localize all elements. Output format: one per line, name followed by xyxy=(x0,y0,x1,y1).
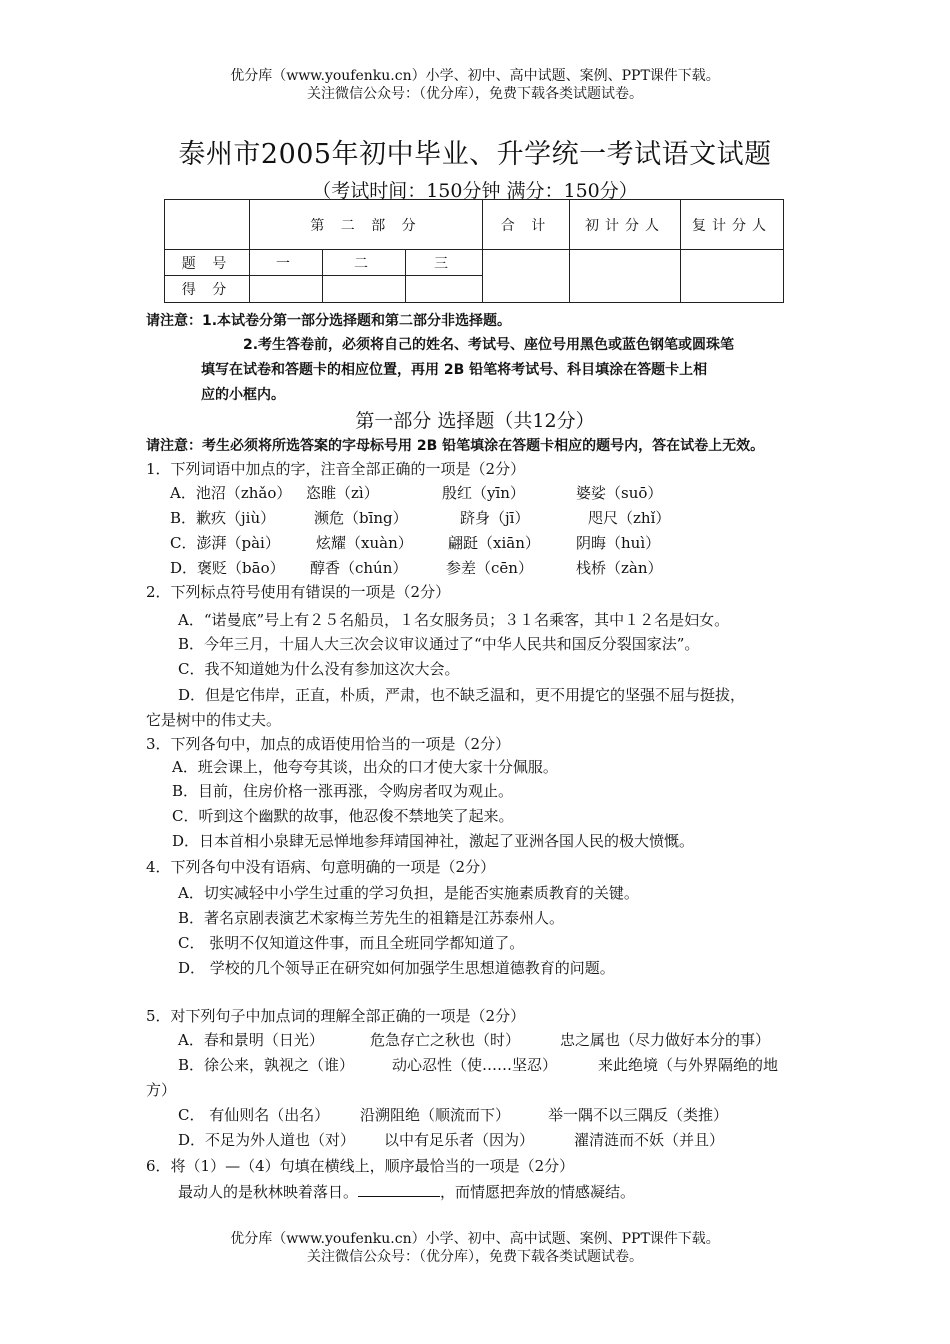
q1-option-d-1: D．褒贬（bāo） xyxy=(170,559,285,577)
q5-stem: 5．对下列句子中加点词的理解全部正确的一项是（2分） xyxy=(146,1007,526,1025)
q2-option-d-cont: 它是树中的伟丈夫。 xyxy=(146,711,282,729)
score-table-total: 合 计 xyxy=(483,200,570,250)
q6-line xyxy=(178,1181,635,1202)
score-table-reviewer-cell xyxy=(681,250,784,303)
q3-option-a: A．班会课上，他夸夸其谈，出众的口才使大家十分佩服。 xyxy=(172,758,558,776)
q3-option-d: D．日本首相小泉肆无忌惮地参拜靖国神社，激起了亚洲各国人民的极大愤慨。 xyxy=(172,832,695,850)
q1-option-c-4: 阴晦（huì） xyxy=(576,534,661,552)
q1-option-a-4: 婆娑（suō） xyxy=(576,484,663,502)
footer-line-2: 关注微信公众号：（优分库），免费下载各类试题试卷。 xyxy=(307,1249,643,1265)
q1-option-c-1: C．澎湃（pài） xyxy=(170,534,280,552)
notice-1-a: 请注意：1.本试卷分第一部分选择题和第二部分非选择题。 xyxy=(146,313,512,329)
q5-option-a-2: 危急存亡之秋也（时） xyxy=(370,1031,521,1049)
score-table-reviewer: 复计分人 xyxy=(681,200,784,250)
header-line-2: 关注微信公众号：（优分库），免费下载各类试题试卷。 xyxy=(307,86,643,102)
q1-option-a-2: 恣睢（zì） xyxy=(306,484,379,502)
q1-stem: 1．下列词语中加点的字，注音全部正确的一项是（2分） xyxy=(146,460,526,478)
q1-option-a-1: A．池沼（zhǎo） xyxy=(170,484,292,502)
q5-option-a-3: 忠之属也（尽力做好本分的事） xyxy=(560,1031,771,1049)
q5-option-d-2: 以中有足乐者（因为） xyxy=(384,1131,535,1149)
score-table-first-grader-cell xyxy=(570,250,681,303)
q2-option-d: D．但是它伟岸，正直，朴质，严肃，也不缺乏温和，更不用提它的坚强不屈与挺拔， xyxy=(178,686,746,704)
score-table-col-2: 二 xyxy=(323,250,406,276)
header-line-1: 优分库（www.youfenku.cn）小学、初中、高中试题、案例、PPT课件下载。 xyxy=(230,68,720,84)
q5-option-b-cont: 方） xyxy=(146,1081,177,1099)
q6-line-a: 最动人的是秋林映着落日。 xyxy=(178,1183,359,1201)
q5-option-b-2: 动心忍性（使……坚忍） xyxy=(392,1056,558,1074)
q5-option-a-1: A．春和景明（日光） xyxy=(178,1031,324,1049)
score-table-first-grader: 初计分人 xyxy=(570,200,681,250)
q1-option-d-4: 栈桥（zàn） xyxy=(576,559,663,577)
q3-option-c: C．听到这个幽默的故事，他忍俊不禁地笑了起来。 xyxy=(172,807,514,825)
q2-option-a: A．“诺曼底”号上有２５名船员，１名女服务员；３１名乘客，其中１２名是妇女。 xyxy=(178,611,730,629)
notice-1-c: 填写在试卷和答题卡的相应位置，再用 2B 铅笔将考试号、科目填涂在答题卡上相 xyxy=(201,362,708,378)
score-table-part2: 第 二 部 分 xyxy=(250,200,483,250)
q1-option-b-3: 跻身（jī） xyxy=(460,509,530,527)
score-cell-3 xyxy=(406,276,483,303)
q4-option-d: D． 学校的几个领导正在研究如何加强学生思想道德教育的问题。 xyxy=(178,959,615,977)
score-table-col-3: 三 xyxy=(406,250,483,276)
q5-option-d-3: 濯清涟而不妖（并且） xyxy=(574,1131,725,1149)
q5-option-c-3: 举一隅不以三隅反（类推） xyxy=(548,1106,729,1124)
footer-line-1: 优分库（www.youfenku.cn）小学、初中、高中试题、案例、PPT课件下载。 xyxy=(230,1231,720,1247)
q4-option-c: C． 张明不仅知道这件事，而且全班同学都知道了。 xyxy=(178,934,525,952)
score-table-num-label: 题 号 xyxy=(165,250,250,276)
score-table-corner xyxy=(165,200,250,250)
q5-option-b-3: 来此绝境（与外界隔绝的地 xyxy=(598,1056,779,1074)
q2-option-b: B．今年三月，十届人大三次会议审议通过了“中华人民共和国反分裂国家法”。 xyxy=(178,635,700,653)
q6-stem: 6．将（1）—（4）句填在横线上，顺序最恰当的一项是（2分） xyxy=(146,1157,575,1175)
q4-stem: 4．下列各句中没有语病、句意明确的一项是（2分） xyxy=(146,858,496,876)
q3-option-b: B．目前，住房价格一涨再涨，令购房者叹为观止。 xyxy=(172,782,514,800)
q1-option-c-3: 翩跹（xiān） xyxy=(448,534,540,552)
score-table-score-label: 得 分 xyxy=(165,276,250,303)
q1-option-b-2: 濒危（bīng） xyxy=(314,509,408,527)
notice-1-d: 应的小框内。 xyxy=(201,387,285,403)
q4-option-b: B．著名京剧表演艺术家梅兰芳先生的祖籍是江苏泰州人。 xyxy=(178,909,565,927)
score-table-col-1: 一 xyxy=(250,250,323,276)
q1-option-b-1: B．歉疚（jiù） xyxy=(170,509,276,527)
notice-1-b: 2.考生答卷前，必须将自己的姓名、考试号、座位号用黑色或蓝色钢笔或圆珠笔 xyxy=(243,337,735,353)
q6-line-b: ，而情愿把奔放的情感凝结。 xyxy=(440,1183,636,1201)
section-1-heading: 第一部分 选择题（共12分） xyxy=(355,410,595,432)
q1-option-c-2: 炫耀（xuàn） xyxy=(316,534,413,552)
exam-title: 泰州市2005年初中毕业、升学统一考试语文试题 xyxy=(178,139,772,170)
score-cell-1 xyxy=(250,276,323,303)
q1-option-d-2: 醇香（chún） xyxy=(310,559,408,577)
q2-stem: 2．下列标点符号使用有错误的一项是（2分） xyxy=(146,583,451,601)
q1-option-d-3: 参差（cēn） xyxy=(446,559,533,577)
q2-option-c: C．我不知道她为什么没有参加这次大会。 xyxy=(178,660,460,678)
exam-subtitle: （考试时间：150分钟 满分：150分） xyxy=(312,180,638,202)
q6-blank[interactable] xyxy=(358,1182,440,1197)
score-table xyxy=(164,199,784,303)
score-table-total-cell xyxy=(483,250,570,303)
q5-option-c-2: 沿溯阻绝（顺流而下） xyxy=(360,1106,511,1124)
q3-stem: 3．下列各句中，加点的成语使用恰当的一项是（2分） xyxy=(146,735,511,753)
q4-option-a: A．切实减轻中小学生过重的学习负担，是能否实施素质教育的关键。 xyxy=(178,884,639,902)
q5-option-c-1: C． 有仙则名（出名） xyxy=(178,1106,330,1124)
q1-option-a-3: 殷红（yīn） xyxy=(442,484,525,502)
q5-option-d-1: D．不足为外人道也（对） xyxy=(178,1131,356,1149)
q1-option-b-4: 咫尺（zhǐ） xyxy=(588,509,671,527)
score-cell-2 xyxy=(323,276,406,303)
notice-2: 请注意：考生必须将所选答案的字母标号用 2B 铅笔填涂在答题卡相应的题号内，答在试卷上无效。 xyxy=(146,438,765,454)
q5-option-b-1: B．徐公来，孰视之（谁） xyxy=(178,1056,355,1074)
